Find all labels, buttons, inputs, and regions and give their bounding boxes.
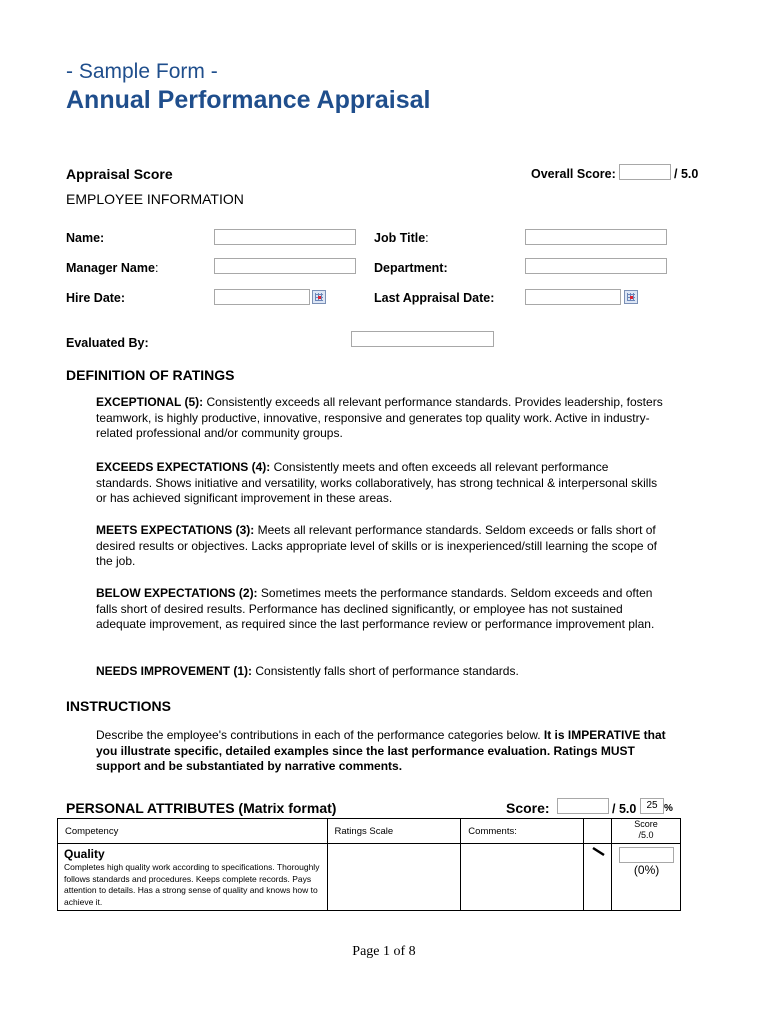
competency-description: Completes high quality work according to specifications. Thoroughly follows standards and procedures. Keeps complete records. Pays attention to details. Has a strong sense of quality and knows how to achieve it. <box>64 862 320 907</box>
section-score-suffix: / 5.0 <box>612 802 637 816</box>
instructions-body: Describe the employee's contributions in each of the performance categories below. <box>96 728 544 742</box>
competency-column-header <box>58 819 328 844</box>
ratings-heading: DEFINITION OF RATINGS <box>66 367 235 383</box>
rating-exceeds-expectations <box>96 460 666 507</box>
manager-name-colon: : <box>154 261 159 275</box>
job-title-input[interactable] <box>525 229 667 245</box>
overall-score-suffix: / 5.0 <box>674 167 699 181</box>
rating-term: BELOW EXPECTATIONS (2): <box>96 586 258 600</box>
last-appraisal-date-input[interactable] <box>525 289 621 305</box>
matrix-header-row <box>58 819 681 844</box>
manager-name-input[interactable] <box>214 258 356 274</box>
last-appraisal-date-label: Last Appraisal Date: <box>374 291 495 305</box>
row-score-percent: (0%) <box>633 863 660 877</box>
manager-name-label <box>66 261 158 275</box>
page-number: Page 1 of 8 <box>352 944 416 959</box>
manager-name-label-text: Manager Name <box>66 261 155 275</box>
job-title-label-text: Job Title <box>374 231 426 245</box>
job-title-colon: : <box>425 231 429 245</box>
competency-cell <box>58 844 328 911</box>
employee-information-heading: EMPLOYEE INFORMATION <box>66 191 244 207</box>
pencil-icon[interactable] <box>591 846 607 858</box>
score-column-header <box>612 819 681 844</box>
rating-text: Consistently exceeds all relevant performance standards. Provides leadership, fosters teamwork, is highly productive, innovative, responsive and generates top quality work. Active in industry-related professional and/or community groups. <box>96 395 663 440</box>
spell-check-cell <box>584 844 612 911</box>
rating-needs-improvement <box>96 664 666 680</box>
score-header-line2: /5.0 <box>638 830 654 840</box>
ratings-scale-header-text: Ratings Scale <box>334 826 394 837</box>
comments-header-text: Comments: <box>468 826 517 837</box>
section-weight-input[interactable]: 25 <box>640 798 664 814</box>
row-score-input[interactable] <box>619 847 674 863</box>
score-cell <box>612 844 681 911</box>
rating-text: Consistently meets and often exceeds all relevant performance standards. Shows initiative and versatility, works collaboratively, has strong technical & interpersonal skills or has achieved significant improvement in these areas. <box>96 460 658 505</box>
comments-cell[interactable] <box>461 844 584 911</box>
department-label: Department: <box>374 261 448 275</box>
name-label: Name: <box>66 231 105 245</box>
evaluated-by-input[interactable] <box>351 331 494 347</box>
rating-term: MEETS EXPECTATIONS (3): <box>96 523 255 537</box>
rating-term: NEEDS IMPROVEMENT (1): <box>96 664 253 678</box>
rating-exceptional <box>96 395 666 442</box>
section-score-input[interactable] <box>557 798 609 814</box>
competency-title: Quality <box>64 847 105 861</box>
job-title-label <box>374 231 429 245</box>
rating-meets-expectations <box>96 523 666 570</box>
overall-score-label: Overall Score: <box>531 167 616 181</box>
personal-attributes-heading: PERSONAL ATTRIBUTES (Matrix format) <box>66 800 337 816</box>
form-subtitle: - Sample Form - <box>66 60 218 83</box>
percent-sign: % <box>664 803 673 814</box>
overall-score-input[interactable] <box>619 164 671 180</box>
appraisal-score-label: Appraisal Score <box>66 166 173 182</box>
score-header-line1: Score <box>634 819 658 829</box>
section-score-label: Score: <box>506 800 550 816</box>
hire-date-label: Hire Date: <box>66 291 126 305</box>
table-row <box>58 844 681 911</box>
rating-text: Sometimes meets the performance standards. Seldom exceeds and often falls short of desired results. Performance has declined significantly, or employee has not sustained adequate improvement, as required since the last performance review or performance improvement plan. <box>96 586 655 631</box>
name-input[interactable] <box>214 229 356 245</box>
instructions-emphasis: It is IMPERATIVE that you illustrate specific, detailed examples since the last performance evaluation. Ratings MUST support and be substantiated by narrative comments. <box>96 728 666 773</box>
department-input[interactable] <box>525 258 667 274</box>
rating-term: EXCEEDS EXPECTATIONS (4): <box>96 460 271 474</box>
spell-check-column-header <box>584 819 612 844</box>
rating-text: Meets all relevant performance standards. Seldom exceeds or falls short of desired results or objectives. Lacks appropriate level of skills or is inexperienced/still learning the scope of the job. <box>96 523 657 568</box>
competency-matrix <box>57 818 681 911</box>
ratings-scale-cell[interactable] <box>327 844 461 911</box>
comments-column-header <box>461 819 584 844</box>
instructions-heading: INSTRUCTIONS <box>66 698 171 714</box>
page-title: Annual Performance Appraisal <box>66 86 431 114</box>
evaluated-by-label: Evaluated By: <box>66 336 149 350</box>
competency-header-text: Competency <box>65 826 119 837</box>
calendar-icon[interactable] <box>312 290 326 304</box>
rating-term: EXCEPTIONAL (5): <box>96 395 204 409</box>
ratings-scale-column-header <box>327 819 461 844</box>
hire-date-input[interactable] <box>214 289 310 305</box>
instructions-text <box>96 728 666 775</box>
rating-text: Consistently falls short of performance standards. <box>252 664 519 678</box>
rating-below-expectations <box>96 586 666 633</box>
calendar-icon[interactable] <box>624 290 638 304</box>
